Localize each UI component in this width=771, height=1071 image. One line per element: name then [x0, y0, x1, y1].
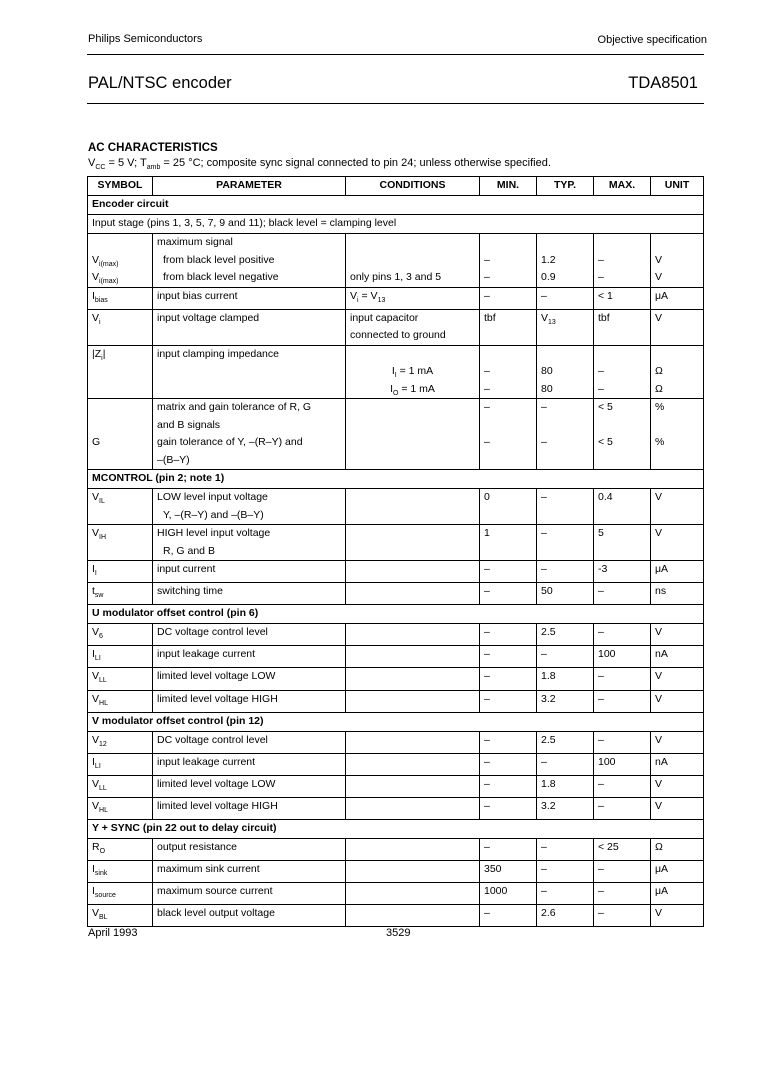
max-cell: < 25 [594, 839, 651, 861]
table-row [88, 690, 704, 712]
table-row [88, 646, 704, 668]
unit-cell: V [651, 905, 704, 927]
min-cell: – [480, 690, 537, 712]
table-row [88, 668, 704, 690]
table-row [88, 525, 704, 561]
parameter-cell: black level output voltage [153, 905, 346, 927]
table-row [88, 345, 704, 399]
typ-cell: – [537, 489, 594, 525]
parameter-cell: maximum signal from black level positive from black level negative [153, 234, 346, 288]
symbol-cell: $I_{LI}$ [88, 753, 153, 775]
max-cell: -3 [594, 561, 651, 583]
max-cell: < 5 < 5 [594, 399, 651, 470]
min-cell: 0 [480, 489, 537, 525]
max-cell: – [594, 668, 651, 690]
ac-characteristics-table [87, 176, 704, 927]
conditions-cell [346, 399, 480, 470]
group-title: Y + SYNC (pin 22 out to delay circuit) [88, 820, 704, 839]
unit-cell: μA [651, 287, 704, 309]
conditions-cell [346, 839, 480, 861]
min-cell: – – [480, 234, 537, 288]
symbol-cell: $V_{IH}$ [88, 525, 153, 561]
min-cell: – [480, 731, 537, 753]
symbol-cell: $I_{LI}$ [88, 646, 153, 668]
parameter-cell: DC voltage control level [153, 624, 346, 646]
typ-cell: – [537, 753, 594, 775]
typ-cell: – – [537, 399, 594, 470]
typ-cell: – [537, 525, 594, 561]
column-header: TYP. [537, 177, 594, 196]
typ-cell: – [537, 861, 594, 883]
conditions-cell: input capacitor connected to ground [346, 309, 480, 345]
unit-cell: μA [651, 561, 704, 583]
symbol-cell: $V_{i(max)}$ $V_{i(max)}$ [88, 234, 153, 288]
conditions-cell [346, 775, 480, 797]
table-row [88, 561, 704, 583]
typ-cell: – [537, 839, 594, 861]
parameter-cell: HIGH level input voltage R, G and B [153, 525, 346, 561]
unit-cell: V [651, 668, 704, 690]
parameter-cell: matrix and gain tolerance of R, G and B signals gain tolerance of Y, –(R–Y) and –(B–Y) [153, 399, 346, 470]
unit-cell: V [651, 797, 704, 819]
max-cell: – – [594, 234, 651, 288]
symbol-cell: $|Z_i|$ [88, 345, 153, 399]
table-row [88, 905, 704, 927]
part-number: TDA8501 [628, 74, 698, 92]
min-cell: – [480, 668, 537, 690]
conditions-cell [346, 797, 480, 819]
column-header: MIN. [480, 177, 537, 196]
table-row [88, 624, 704, 646]
symbol-cell: $V_i$ [88, 309, 153, 345]
parameter-cell: input bias current [153, 287, 346, 309]
symbol-cell: $I_I$ [88, 561, 153, 583]
max-cell: – [594, 624, 651, 646]
unit-cell: Ω Ω [651, 345, 704, 399]
parameter-cell: input voltage clamped [153, 309, 346, 345]
min-cell: – – [480, 345, 537, 399]
header-rule [87, 54, 704, 55]
max-cell: < 1 [594, 287, 651, 309]
min-cell: – [480, 905, 537, 927]
conditions-cell [346, 690, 480, 712]
min-cell: tbf [480, 309, 537, 345]
conditions-cell [346, 525, 480, 561]
table-row [88, 234, 704, 288]
max-cell: – – [594, 345, 651, 399]
symbol-cell: $V_{12}$ [88, 731, 153, 753]
subgroup-title: Input stage (pins 1, 3, 5, 7, 9 and 11); black level = clamping level [88, 215, 704, 234]
table-row [88, 489, 704, 525]
min-cell: – [480, 797, 537, 819]
min-cell: 1000 [480, 883, 537, 905]
typ-cell: 80 80 [537, 345, 594, 399]
group-title: U modulator offset control (pin 6) [88, 605, 704, 624]
parameter-cell: input clamping impedance [153, 345, 346, 399]
max-cell: – [594, 883, 651, 905]
parameter-cell: input current [153, 561, 346, 583]
group-title: V modulator offset control (pin 12) [88, 712, 704, 731]
company-name: Philips Semiconductors [88, 33, 203, 45]
symbol-cell: $I_{bias}$ [88, 287, 153, 309]
unit-cell: μA [651, 861, 704, 883]
conditions-cell [346, 624, 480, 646]
table-row [88, 731, 704, 753]
unit-cell: nA [651, 646, 704, 668]
max-cell: 0.4 [594, 489, 651, 525]
conditions-cell [346, 883, 480, 905]
typ-cell: $V_{13}$ [537, 309, 594, 345]
unit-cell: V [651, 489, 704, 525]
table-row [88, 797, 704, 819]
typ-cell: 1.8 [537, 668, 594, 690]
min-cell: – [480, 839, 537, 861]
group-title: MCONTROL (pin 2; note 1) [88, 470, 704, 489]
conditions-cell: only pins 1, 3 and 5 [346, 234, 480, 288]
symbol-cell: $I_{sink}$ [88, 861, 153, 883]
symbol-cell: G [88, 399, 153, 470]
conditions-cell [346, 861, 480, 883]
subgroup-row [88, 215, 704, 234]
symbol-cell: $V_{BL}$ [88, 905, 153, 927]
max-cell: – [594, 583, 651, 605]
typ-cell: 3.2 [537, 797, 594, 819]
typ-cell: – [537, 883, 594, 905]
conditions-cell [346, 753, 480, 775]
table-row [88, 753, 704, 775]
conditions-cell: $I_I = 1$ mA $I_O = 1$ mA [346, 345, 480, 399]
symbol-cell: $V_{HL}$ [88, 797, 153, 819]
symbol-cell: $V_{LL}$ [88, 668, 153, 690]
table-row [88, 861, 704, 883]
typ-cell: 2.5 [537, 731, 594, 753]
min-cell: 1 [480, 525, 537, 561]
unit-cell: V [651, 309, 704, 345]
document-type: Objective specification [597, 34, 707, 46]
table-row [88, 883, 704, 905]
typ-cell: – [537, 646, 594, 668]
typ-cell: 1.8 [537, 775, 594, 797]
column-header: CONDITIONS [346, 177, 480, 196]
table-row [88, 287, 704, 309]
unit-cell: V [651, 775, 704, 797]
max-cell: – [594, 797, 651, 819]
symbol-cell: $V_{LL}$ [88, 775, 153, 797]
max-cell: – [594, 690, 651, 712]
unit-cell: V V [651, 234, 704, 288]
group-title: Encoder circuit [88, 196, 704, 215]
max-cell: – [594, 905, 651, 927]
max-cell: 5 [594, 525, 651, 561]
typ-cell: 3.2 [537, 690, 594, 712]
parameter-cell: limited level voltage HIGH [153, 690, 346, 712]
conditions-cell [346, 583, 480, 605]
max-cell: 100 [594, 753, 651, 775]
unit-cell: V [651, 525, 704, 561]
unit-cell: μA [651, 883, 704, 905]
column-header: PARAMETER [153, 177, 346, 196]
parameter-cell: limited level voltage LOW [153, 668, 346, 690]
page-number: 3529 [386, 927, 411, 939]
conditions-cell [346, 561, 480, 583]
symbol-cell: $R_O$ [88, 839, 153, 861]
symbol-cell: $t_{sw}$ [88, 583, 153, 605]
parameter-cell: DC voltage control level [153, 731, 346, 753]
typ-cell: 1.2 0.9 [537, 234, 594, 288]
min-cell: – [480, 646, 537, 668]
group-row [88, 470, 704, 489]
parameter-cell: LOW level input voltage Y, –(R–Y) and –(B–Y) [153, 489, 346, 525]
min-cell: – [480, 583, 537, 605]
title-rule [87, 103, 704, 104]
min-cell: – [480, 775, 537, 797]
unit-cell: Ω [651, 839, 704, 861]
table-header-row [88, 177, 704, 196]
max-cell: – [594, 861, 651, 883]
conditions-cell [346, 489, 480, 525]
conditions-cell [346, 731, 480, 753]
typ-cell: 2.5 [537, 624, 594, 646]
symbol-cell: $I_{source}$ [88, 883, 153, 905]
max-cell: – [594, 775, 651, 797]
unit-cell: V [651, 731, 704, 753]
min-cell: – [480, 753, 537, 775]
parameter-cell: input leakage current [153, 646, 346, 668]
parameter-cell: maximum source current [153, 883, 346, 905]
typ-cell: – [537, 561, 594, 583]
parameter-cell: limited level voltage LOW [153, 775, 346, 797]
column-header: SYMBOL [88, 177, 153, 196]
typ-cell: 2.6 [537, 905, 594, 927]
table-row [88, 399, 704, 470]
symbol-cell: $V_6$ [88, 624, 153, 646]
footer-date: April 1993 [88, 927, 138, 939]
max-cell: 100 [594, 646, 651, 668]
column-header: MAX. [594, 177, 651, 196]
table-row [88, 775, 704, 797]
symbol-cell: $V_{IL}$ [88, 489, 153, 525]
min-cell: – – [480, 399, 537, 470]
min-cell: – [480, 561, 537, 583]
max-cell: tbf [594, 309, 651, 345]
parameter-cell: switching time [153, 583, 346, 605]
typ-cell: 50 [537, 583, 594, 605]
column-header: UNIT [651, 177, 704, 196]
parameter-cell: maximum sink current [153, 861, 346, 883]
table-row [88, 839, 704, 861]
unit-cell: ns [651, 583, 704, 605]
min-cell: – [480, 624, 537, 646]
group-row [88, 712, 704, 731]
typ-cell: – [537, 287, 594, 309]
parameter-cell: limited level voltage HIGH [153, 797, 346, 819]
group-row [88, 605, 704, 624]
parameter-cell: output resistance [153, 839, 346, 861]
unit-cell: V [651, 624, 704, 646]
unit-cell: V [651, 690, 704, 712]
parameter-cell: input leakage current [153, 753, 346, 775]
group-row [88, 196, 704, 215]
section-conditions: $V_{CC} = 5$ V; $T_{amb} = 25$ °C; composite sync signal connected to pin 24; unless otherwise specified. [88, 157, 551, 172]
section-title: AC CHARACTERISTICS [88, 142, 218, 154]
symbol-cell: $V_{HL}$ [88, 690, 153, 712]
conditions-cell [346, 646, 480, 668]
min-cell: 350 [480, 861, 537, 883]
document-title: PAL/NTSC encoder [88, 74, 232, 92]
conditions-cell [346, 905, 480, 927]
table-row [88, 583, 704, 605]
unit-cell: % % [651, 399, 704, 470]
group-row [88, 820, 704, 839]
min-cell: – [480, 287, 537, 309]
max-cell: – [594, 731, 651, 753]
unit-cell: nA [651, 753, 704, 775]
conditions-cell [346, 668, 480, 690]
table-row [88, 309, 704, 345]
conditions-cell: $V_i = V_{13}$ [346, 287, 480, 309]
